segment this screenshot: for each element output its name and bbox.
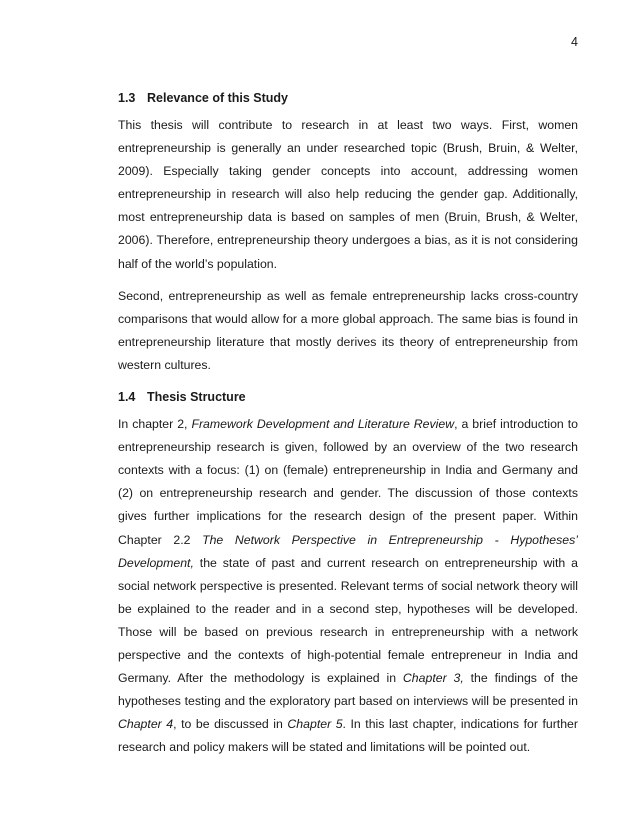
paragraph-relevance-1: This thesis will contribute to research in at least two ways. First, women entrepreneurship is generally an under researched topic (Brush, Bruin, & Welter, 2009). Especially taking gender concepts into account, addressing women entrepreneurship in research will also help reducing the gender gap. Additionally, most entrepreneurship data is based on samples of men (Bruin, Brush, & Welter, 2006). Therefore, entrepreneurship theory undergoes a bias, as it is not considering half of the world’s population. xyxy=(118,118,578,271)
italic-text-run: The Network Perspective in Entrepreneurship - Hypotheses’ Development, xyxy=(118,532,578,570)
italic-text-run: Chapter 4 xyxy=(118,717,174,732)
section-title: Thesis Structure xyxy=(147,390,246,405)
page-content xyxy=(118,88,578,768)
paragraph-thesis-structure xyxy=(118,413,578,759)
paragraph-relevance-2: Second, entrepreneurship as well as female entrepreneurship lacks cross-country comparisons that would allow for a more global approach. The same bias is found in entrepreneurship literature that mostly derives its theory of entrepreneurship from western cultures. xyxy=(118,288,578,372)
text-run: , a brief introduction to entrepreneurship research is given, followed by an overview of the two research contexts with a focus: (1) on (female) entrepreneurship in India and Germany and (2) on entrepreneurship research and gender. The discussion of those contexts gives further implications for the research design of the present paper. Within Chapter 2.2 xyxy=(118,417,578,547)
italic-text-run: Chapter 5 xyxy=(287,717,343,732)
text-run: the state of past and current research on entrepreneurship with a social network perspective is presented. Relevant terms of social network theory will be explained to the reader and in a second step, hypotheses will be developed. Those will be based on previous research in entrepreneurship with a network perspective and the contexts of high-potential female entrepreneur in India and Germany. After the methodology is explained in xyxy=(118,555,578,686)
section-heading-relevance xyxy=(118,88,578,108)
section-number: 1.3 xyxy=(118,91,136,105)
italic-text-run: Framework Development and Literature Review xyxy=(191,417,455,432)
text-run: In chapter 2, xyxy=(118,417,192,432)
text-run: , to be discussed in xyxy=(173,717,288,732)
section-title: Relevance of this Study xyxy=(147,91,289,105)
section-number: 1.4 xyxy=(118,390,136,405)
page-number: 4 xyxy=(571,35,578,49)
text-run: the findings of the hypotheses testing and the exploratory part based on interviews will be presented in xyxy=(118,671,579,709)
section-heading-thesis-structure xyxy=(118,387,578,407)
italic-text-run: Chapter 3, xyxy=(402,671,464,686)
text-run: . In this last chapter, indications for further research and policy makers will be stated and limitations will be pointed out. xyxy=(118,717,578,755)
